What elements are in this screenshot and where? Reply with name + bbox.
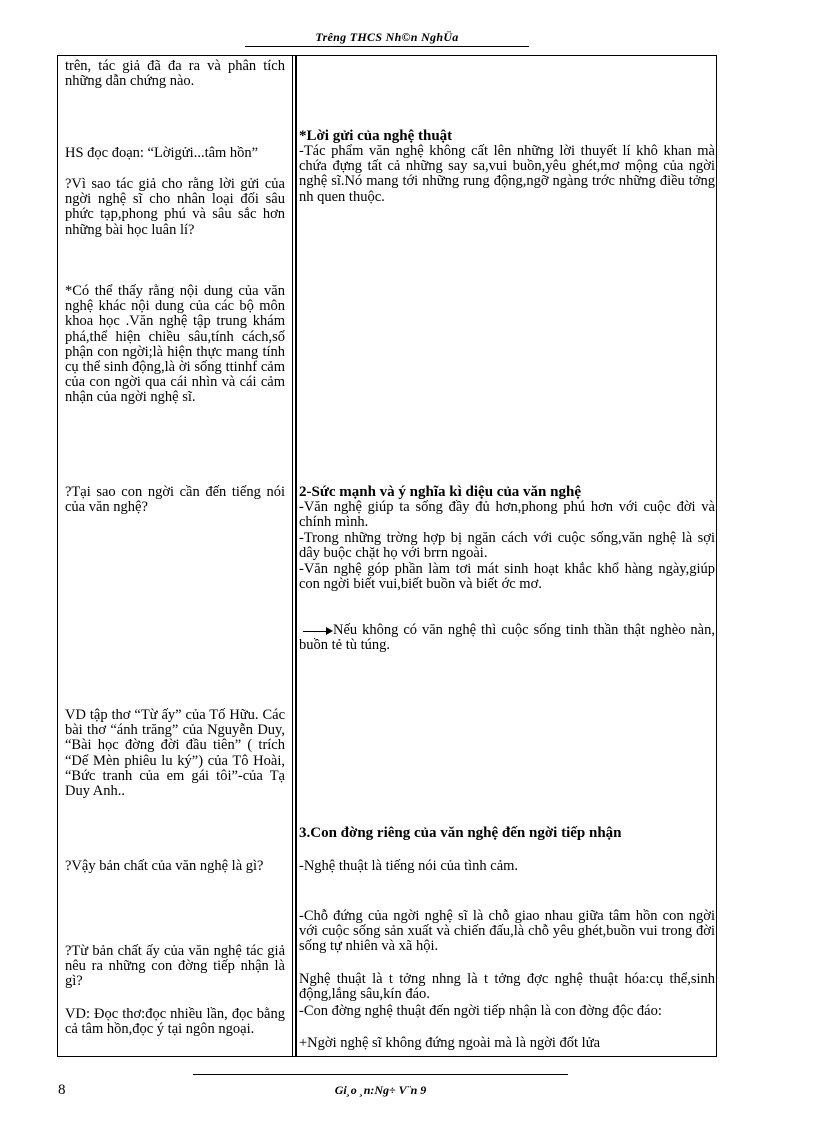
left-question-4: ?Từ bản chất ấy của văn nghệ tác giả nêu ra những con đờng tiếp nhận là gì? — [65, 943, 285, 990]
section-3-point-2: -Chỗ đứng của ngời nghệ sĩ là chỗ giao nhau giữa tâm hồn con ngời với cuộc sống sản xuất và chiến đấu,là chỗ yêu ghét,buồn vui trong đời sống tự nhiên và xã hội. — [299, 908, 715, 955]
section-1-body: -Tác phẩm văn nghệ không cất lên những lời thuyết lí khô khan mà chứa đựng tất cả những say sa,vui buồn,yêu ghét,mơ mộng của ngời nghệ sĩ.Nó mang tới những rung động,ngỡ ngàng trớc những điều tởng nh quen thuộc. — [299, 143, 715, 205]
left-text-reading: HS đọc đoạn: “Lờigửi...tâm hồn” — [65, 145, 259, 161]
left-question-1: ?Vì sao tác giả cho rằng lời gửi của ngời nghệ sĩ cho nhân loại đối sâu phức tạp,phong phú và sâu sắc hơn những bài học luân lí? — [65, 176, 285, 238]
section-2-conclusion — [299, 623, 715, 653]
page-footer: Gi¸o ¸n:Ng÷ V¨n 9 — [193, 1074, 568, 1097]
left-note: *Có thể thấy rằng nội dung của văn nghệ khác nội dung của các bộ môn khoa học .Văn nghệ tập trung khám phá,thể hiện chiều sâu,tính cách,số phận con ngời;là hiện thực mang tính cụ thể sinh động,là ời sống ttinhf cảm của con ngời qua cái nhìn và cái cảm nhận của ngời nghệ sĩ. — [65, 283, 285, 406]
section-2-title: 2-Sức mạnh và ý nghĩa kì diệu của văn nghệ — [299, 484, 581, 500]
section-3-point-1: -Nghệ thuật là tiếng nói của tình cảm. — [299, 858, 519, 874]
section-3-point-4: -Con đờng nghệ thuật đến ngời tiếp nhận là con đờng độc đáo: — [299, 1003, 662, 1019]
lesson-table — [57, 55, 717, 1057]
left-question-3: ?Vậy bản chất của văn nghệ là gì? — [65, 858, 264, 874]
page-header: Trêng THCS Nh©n NghÜa — [245, 30, 529, 47]
left-question-2: ?Tại sao con ngời cần đến tiếng nói của văn nghệ? — [65, 484, 285, 516]
section-3-point-3: Nghệ thuật là t tởng nhng là t tởng đợc nghệ thuật hóa:cụ thể,sinh động,lắng sâu,kín đáo. — [299, 971, 715, 1003]
left-text-intro: trên, tác giả đã đa ra và phân tích những dẫn chứng nào. — [65, 58, 285, 90]
left-example: VD tập thơ “Từ ấy” của Tố Hữu. Các bài thơ “ánh trăng” của Nguyễn Duy, “Bài học đờng đời đầu tiên” ( trích “Dế Mèn phiêu lu ký”) của Tô Hoài, “Bức tranh của em gái tôi”-của Tạ Duy Anh.. — [65, 707, 285, 800]
section-2-point-2: -Trong những trờng hợp bị ngăn cách với cuộc sống,văn nghệ là sợi dây buộc chặt họ với brrn ngoài. — [299, 530, 715, 562]
column-divider-thick — [295, 56, 297, 1056]
arrow-right-icon — [299, 626, 333, 636]
page-number: 8 — [58, 1082, 66, 1098]
section-3-point-5: +Ngời nghệ sĩ không đứng ngoài mà là ngời đốt lửa — [299, 1035, 601, 1051]
section-3-title: 3.Con đờng riêng của văn nghệ đến ngời tiếp nhận — [299, 825, 622, 841]
section-2-point-1: -Văn nghệ giúp ta sống đầy đủ hơn,phong phú hơn với cuộc đời và chính mình. — [299, 499, 715, 531]
section-2-conclusion-text: Nếu không có văn nghệ thì cuộc sống tinh thần thật nghèo nàn, buồn tẻ tù túng. — [299, 622, 715, 654]
section-1-title: *Lời gửi của nghệ thuật — [299, 128, 453, 144]
left-example-2: VD: Đọc thơ:đọc nhiều lần, đọc bằng cả tâm hồn,đọc ý tại ngôn ngoại. — [65, 1006, 285, 1038]
column-divider — [292, 56, 293, 1056]
section-2-point-3: -Văn nghệ góp phần làm tơi mát sinh hoạt khắc khổ hàng ngày,giúp con ngời biết vui,biết buồn và biết ớc mơ. — [299, 561, 715, 593]
